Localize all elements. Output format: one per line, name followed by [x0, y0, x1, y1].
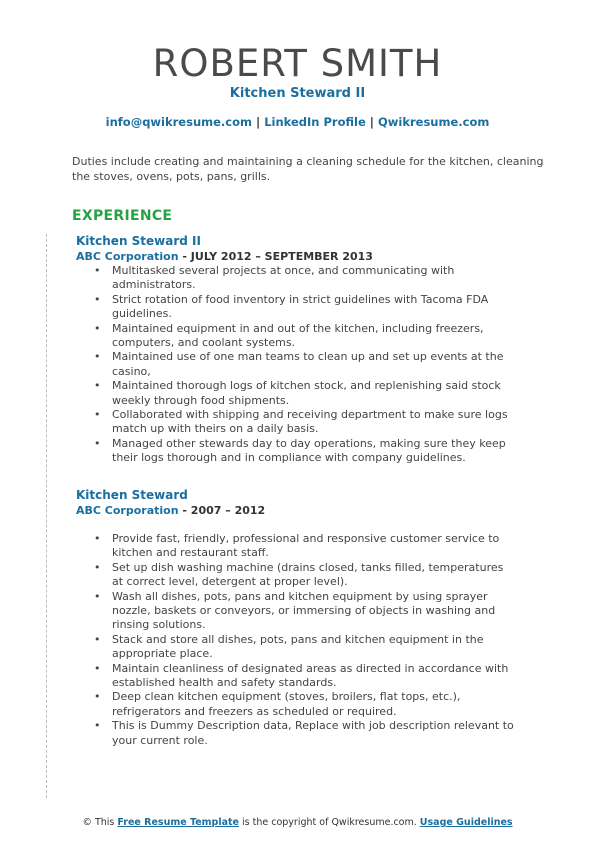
bullet-text: Strict rotation of food inventory in strict guidelines with Tacoma FDA guidelines. — [112, 292, 489, 321]
usage-guidelines-link[interactable]: Usage Guidelines — [419, 817, 513, 828]
footer-prefix: © This — [82, 817, 118, 828]
job-bullet — [76, 322, 516, 351]
footer-copyright — [0, 817, 595, 828]
meta-dash: - — [178, 250, 191, 263]
experience-heading: EXPERIENCE — [72, 208, 173, 224]
email-link[interactable]: info@qwikresume.com — [105, 115, 252, 129]
bullet-dot-icon: • — [94, 379, 101, 393]
bullet-text: This is Dummy Description data, Replace with job description relevant to your current role. — [112, 719, 514, 747]
bullet-dot-icon: • — [94, 719, 101, 733]
job-bullet — [76, 662, 516, 691]
bullet-text: Stack and store all dishes, pots, pans and kitchen equipment in the appropriate place. — [112, 632, 484, 661]
job-bullet — [76, 590, 516, 633]
bullet-dot-icon: • — [94, 632, 101, 646]
job-bullet — [76, 293, 516, 322]
bullet-dot-icon: • — [94, 661, 101, 675]
job-bullet — [76, 408, 516, 437]
bullet-text: Managed other stewards day to day operations, making sure they keep their logs thorough and in compliance with company guidelines. — [112, 436, 506, 465]
job-title: Kitchen Steward II — [76, 234, 201, 248]
job-title: Kitchen Steward — [76, 488, 188, 502]
candidate-name: ROBERT SMITH — [152, 42, 443, 85]
timeline-divider — [46, 234, 47, 798]
job-entry — [76, 234, 516, 466]
job-bullet — [76, 690, 516, 719]
job-bullets — [76, 264, 516, 466]
bullet-dot-icon: • — [94, 532, 101, 545]
bullet-dot-icon: • — [94, 690, 101, 704]
job-meta — [76, 503, 516, 518]
company-name: ABC Corporation — [76, 504, 179, 517]
job-dates: 2007 – 2012 — [190, 504, 266, 517]
bullet-dot-icon: • — [94, 264, 101, 277]
bullet-text: Maintained use of one man teams to clean up and set up events at the casino, — [112, 350, 504, 378]
company-name: ABC Corporation — [76, 250, 179, 263]
job-bullet — [76, 719, 516, 748]
website-link[interactable]: Qwikresume.com — [377, 115, 490, 129]
footer-middle: is the copyright of Qwikresume.com. — [239, 817, 420, 828]
bullet-text: Maintained equipment in and out of the kitchen, including freezers, computers, and coolant systems. — [112, 321, 484, 350]
bullet-dot-icon: • — [94, 589, 101, 603]
bullet-text: Maintain cleanliness of designated areas as directed in accordance with established health and safety standards. — [112, 661, 509, 690]
bullet-text: Deep clean kitchen equipment (stoves, broilers, flat tops, etc.), refrigerators and freezers as scheduled or required. — [112, 690, 461, 718]
candidate-title: Kitchen Steward II — [229, 86, 366, 101]
job-bullet — [76, 350, 516, 379]
job-bullet — [76, 264, 516, 293]
bullet-text: Wash all dishes, pots, pans and kitchen equipment by using sprayer nozzle, baskets or conveyors, or immersing of objects in washing and rinsing solutions. — [112, 589, 496, 632]
meta-dash: - — [178, 504, 191, 517]
bullet-dot-icon: • — [94, 436, 101, 450]
summary-text: Duties include creating and maintaining a cleaning schedule for the kitchen, cleaning the stoves, ovens, pots, pans, grills. — [72, 155, 544, 183]
bullet-dot-icon: • — [94, 560, 101, 574]
job-bullet — [76, 532, 516, 561]
job-bullets — [76, 532, 516, 748]
job-bullet — [76, 633, 516, 662]
contact-separator: | — [369, 115, 374, 129]
bullet-text: Maintained thorough logs of kitchen stock, and replenishing said stock weekly through food shipments. — [112, 379, 501, 407]
job-meta — [76, 249, 516, 264]
job-dates: JULY 2012 – SEPTEMBER 2013 — [190, 250, 373, 263]
bullet-dot-icon: • — [94, 292, 101, 306]
job-bullet — [76, 379, 516, 408]
linkedin-link[interactable]: LinkedIn Profile — [264, 115, 366, 129]
contact-separator: | — [256, 115, 261, 129]
bullet-dot-icon: • — [94, 350, 101, 364]
job-entry — [76, 488, 516, 748]
contact-line — [0, 115, 595, 129]
bullet-text: Provide fast, friendly, professional and responsive customer service to kitchen and restaurant staff. — [112, 532, 500, 560]
bullet-dot-icon: • — [94, 321, 101, 335]
free-resume-template-link[interactable]: Free Resume Template — [117, 817, 239, 828]
bullet-dot-icon: • — [94, 408, 101, 422]
bullet-text: Collaborated with shipping and receiving department to make sure logs match up with theirs on a daily basis. — [112, 408, 508, 436]
job-bullet — [76, 437, 516, 466]
bullet-text: Multitasked several projects at once, and communicating with administrators. — [112, 264, 455, 292]
bullet-text: Set up dish washing machine (drains closed, tanks filled, temperatures at correct level, detergent at proper level). — [112, 560, 504, 589]
job-bullet — [76, 561, 516, 590]
